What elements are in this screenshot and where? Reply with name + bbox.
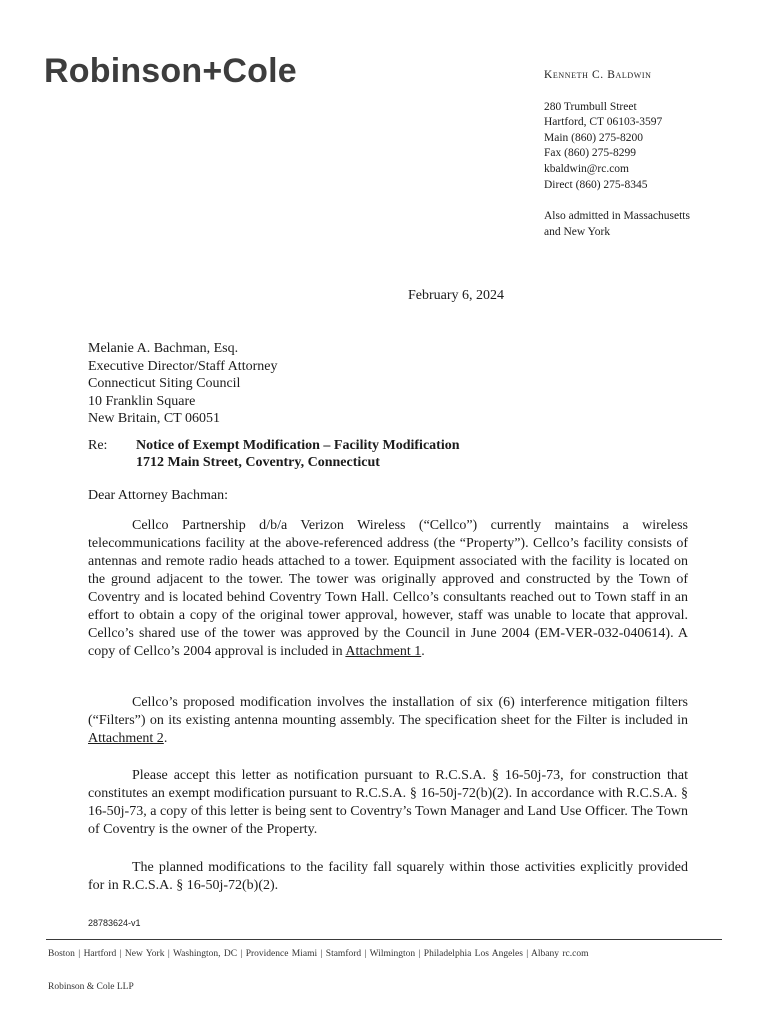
body-paragraph: Please accept this letter as notification pursuant to R.C.S.A. § 16-50j-73, for construction that constitutes an exempt modification pursuant to R.C.S.A. § 16-50j-72(b)(2). In accordance with R.C.S.A. § 16-50j-73, a copy of this letter is being sent to Coventry’s Town Manager and Land Use Officer. The Town of Coventry is the owner of the Property.	[88, 768, 688, 837]
firm-logo: Robinson+Cole	[44, 52, 297, 90]
sender-block	[544, 68, 690, 240]
admission-note: Also admitted in Massachusetts	[544, 210, 690, 223]
footer-divider	[46, 939, 722, 940]
recipient-line: Connecticut Siting Council	[88, 376, 241, 392]
body-paragraph: Cellco’s proposed modification involves the installation of six (6) interference mitigation filters (“Filters”) on its existing antenna mounting assembly. The specification sheet for the Filter is included in Attachment 2.	[88, 695, 688, 746]
body-paragraph: The planned modifications to the facility fall squarely within those activities explicitly provided for in R.C.S.A. § 16-50j-72(b)(2).	[88, 860, 688, 893]
recipient-block	[88, 340, 277, 428]
recipient-line: Executive Director/Staff Attorney	[88, 358, 278, 374]
firm-name: Robinson & Cole LLP	[48, 982, 134, 992]
sender-email: kbaldwin@rc.com	[544, 162, 629, 175]
attachment-1-reference: Attachment 1	[345, 644, 422, 659]
subject-text: Notice of Exempt Modification – Facility Modification 1712 Main Street, Coventry, Connecticut	[136, 438, 460, 470]
sender-address-line: Hartford, CT 06103-3597	[544, 116, 663, 129]
sender-phone-main: Main (860) 275-8200	[544, 131, 644, 144]
body-paragraph: Cellco Partnership d/b/a Verizon Wireless (“Cellco”) currently maintains a wireless telecommunications facility at the above-referenced address (the “Property”). Cellco’s facility consists of antennas and remote radio heads attached to a tower. Equipment associated with the facility is located on the ground adjacent to the tower. The tower was originally approved and constructed by the Town of Coventry and is located behind Coventry Town Hall. Cellco’s consultants reached out to Town staff in an effort to obtain a copy of the original tower approval, however, staff was unable to locate that approval. Cellco’s shared use of the tower was approved by the Council in June 2004 (EM-VER-032-040614). A copy of Cellco’s 2004 approval is included in Attachment 1.	[88, 518, 688, 659]
salutation: Dear Attorney Bachman:	[88, 488, 228, 503]
attachment-2-reference: Attachment 2	[88, 731, 164, 746]
letter-date: February 6, 2024	[408, 288, 505, 303]
subject-label: Re:	[88, 438, 108, 453]
admission-note: and New York	[544, 225, 611, 238]
recipient-line: New Britain, CT 06051	[88, 411, 220, 427]
document-number: 28783624-v1	[88, 918, 141, 928]
sender-address-line: 280 Trumbull Street	[544, 100, 637, 113]
recipient-line: 10 Franklin Square	[88, 393, 196, 409]
recipient-line: Melanie A. Bachman, Esq.	[88, 341, 239, 356]
sender-phone-direct: Direct (860) 275-8345	[544, 178, 648, 191]
sender-fax: Fax (860) 275-8299	[544, 147, 636, 160]
office-locations: Boston | Hartford | New York | Washington, DC | Providence Miami | Stamford | Wilmington | Philadelphia Los Angeles | Albany rc.com	[48, 949, 589, 959]
sender-name: Kenneth C. Baldwin	[544, 69, 652, 81]
